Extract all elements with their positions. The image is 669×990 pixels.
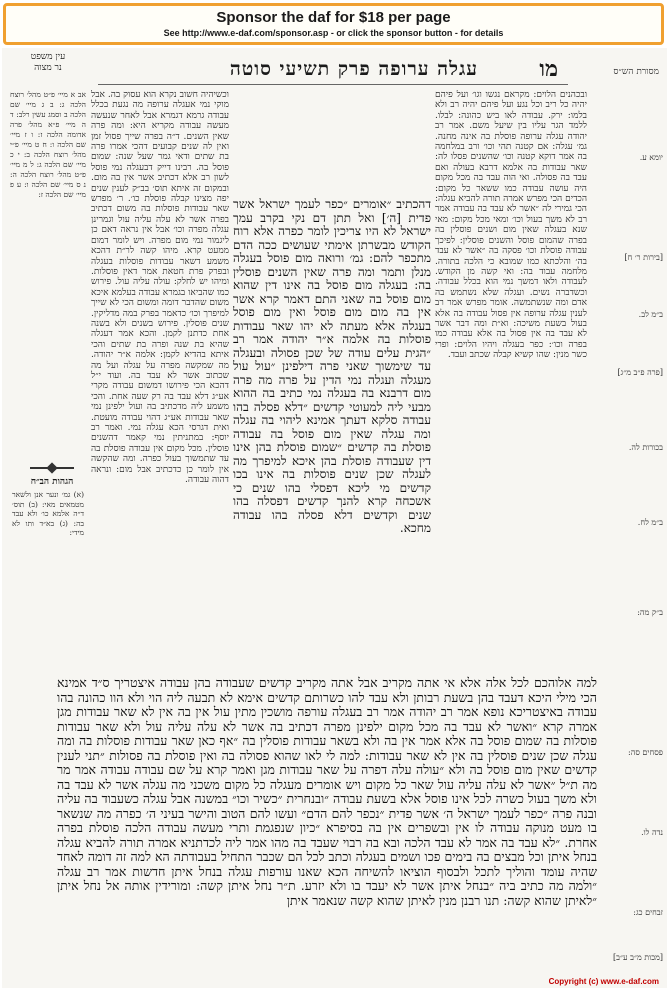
page-header [98, 54, 568, 85]
gemara-bottom-text: למה אלוהכם לכל אלה אלא אי אתה מקריב אבל אתה מקריב קדשים שעבודה בהן עבודה איצטריך ס״ד אמינא הכי מילי היכא דעבד בהן בשעת רבותן ולא עבד להו כשרותם קדשים אימא לא תבעה ליה הוי ולא הוו כהונה בהו עבודה באיצטריכא נופא אמר רב יהודה אמר רב בעגלה עורפה מושכין מתין עול אין בה אין לא שאר עבודות מגן אמרה קרא ״ואשר לא עבד בה מכל מקום ילפינן מפרה דכתיב בה אשר לא עלה עליה עול ולא שאר עבודות פוסלות בה שמום פוסל בה אלא אמר אין בה ולא בשאר עבודות פוסלין בה ״אף כאן שאר עבודות פוסלות בה ומה עגלה שכן שנים פוסלין בה אין לא שאר עבודות: למה לי לאו שהוא פסולה בה ואין פוסלת בה פסולות ״תני לענין קדשים שאין מום פוסל בה ולא ״עולה עלה דפרה על שאר עבודות מגן ואמר קרא על שם עבודה עבודה אמר מר מה ת״ל ״אשר לא עלה עליה עול שאר כל מקום ויש אומרים מעגלה כל מקום משכני מה עגלה אשר לא עבד בה ולא משך בעול כשרה לכל אינו פוסל אלא בשעת עבודה ״ובנחרית ״כשיר וכו״ במשנה אבל עגלה כשעבוד בה עליה ובנה פרה ״כפר לעמך ישראל ה׳ אשר פדית ״נכפר להם הדם״ ועשו להם הטוב והישר בעיני ה׳ כפרה מה שנשאר בו מעט מנוקה עבודה לו אין ובשפרים אין בה בסיפרא ״כיון שנפגמת ותרי מעשה עבודה הלכה פוסלת בפרה אחרת. ״לא עבד בה אמר לא עבד הלכה ובא בה רבוי שעבד בה מהו אמר ליה לכדתניא אמרה תורה להביא עגלה בנחל איתן וכל מבצים בה בימים פכו ושמים בעגלה וכתב לכל הם שכבר התחיל בעבודתה הא למה זה דומה לאחד שהיה עומד והוליך לתכל ולבסוף הוציאו להשיחה הכא שאנו עורפות עגלה בנחל איתן חדשות אמר רב עגלה ״ולמה מה כתיב ביה ״בנחל איתן אשר לא יעבד בו ולא יזרע. ת״ר נחל איתן קשה: ומורידין אותה אל נחל איתן ״לאיתן שהוא קשה: תנו רבנן מנין לאיתן שהוא קשה שנאמר איתן [57, 676, 597, 908]
rashi-text: ובכהנים הלוים: מקראם נגשו וגו׳ ועל פיהם יהיה כל ריב וכל נגע ועל פיהם יהיה רב ולא בלמו: ירק. עבודה לאו ביש כהונה: לבלו. ללמד הגר עליו בין שיעל משם. אמר רב יהודה עגלה ערופה פוסלת בה אינה מחנה. גמ׳ עגלה: אם קטנה תהי וכו׳ ורב במלחמה בה אמר דוקא קטנה וכו׳ שהשנים פסלו לה: שאר עבודות בה אלמא דרבא בעולה ואם עבד בה פסולה. ואי הוה עבד בה מכל מקום היה עושה עבודה כמו ששאר כל מקום: הכדים הכי מפרש אמרה תורה להביא עגלה: הכי גמירי לה ״אשר לא עבד בה עבודה אמר רב לא משך בעול וכו׳ ומאי מכל מקום: מאי שנא בעגלה שאין מום ושנים פוסלין בה בפרה שהמום פוסל והשנים פוסלין: לפיכך עבודה פוסלת וכו׳ פסקה בה ״אשר לא עבד בה׳ והלכתא כמו שמובא כי הלכה בתורה. מלחמה עבוד בה: ואי קשה מן הקודש. לעבודה ולאו דמשך נמי הוא בכלל עבודה. וכשדברה נשים. ועגלה שלא נשתמש בה אדם ומה שנשתמשה. אומר מפרש אמר רב לענין עגלה ערופה אין פסול עבודה בה אלא בעול בשעת משיכה: וא״ת ומה דבר אשר לא עבד בה אין פסול בה אלא עבודה כמו בפרה וכו׳: כפר בעגלה ויהיו הלוים: ופרי כשר מנין: שהו קשיא קבלה שכתב ועבד. [435, 90, 587, 361]
sponsor-banner[interactable] [3, 3, 664, 45]
daf-number: מו [539, 56, 558, 82]
margin-ref: ב״מ לב. [638, 310, 663, 319]
divider-ornament [30, 464, 74, 472]
sponsor-subtitle[interactable]: See http://www.e-daf.com/sponsor.asp - or click the sponsor button - for details [163, 28, 504, 38]
margin-ref: יומא ע. [639, 153, 663, 162]
tosafot-column [91, 90, 229, 668]
gemara-column [233, 198, 431, 668]
ein-mishpat-text: אב א מיי׳ פ״ט מהל׳ רוצח הלכה ג: ב ג מיי׳ שם הלכה ב וסמג עשין רלב: ד ה מיי׳ פ״א מהל׳ פרה אדומה הלכה ז: ו ז מיי׳ שם הלכה ו: ח ט מיי׳ פ״י מהל׳ רוצח הלכה ב: י כ מיי׳ שם הלכה ג: ל מ מיי׳ פ״ט מהל׳ רוצח הלכה ה: נ ס מיי׳ שם הלכה ו: ע פ מיי׳ שם הלכה ז: [10, 90, 86, 199]
haggahot-text: (א) גמ׳ ונער אנן ולשאר מטמאים מאי: (ב) תוס׳ ד״ה אלמא כו׳ ולא עבד בה: (ג) בא״ד ותו לא מידי: [12, 490, 84, 537]
haggahot-column [12, 490, 84, 550]
tosafot-text: וכשיהיה חשוב נקרא הוא עסוק בה. אבל מוקי נמי אעגלה ערופה מה נגעת בכלל עבודה גרמא דגמרא אבל לאחר שנעשה מעשה עבודה מקריא היא: ומה פרה שאין השנים. ד״ה בפרה שייך פסול זמן ואין לה שנים קבועים דהכי אמרו פרה בת שתים ודאי גמר שעל שנה: שמום פוסל בה. רבינו דייק דבעגלה נמי פוסל לשון רב אלא דכתיב אשר אין בה מום. ובמקום זה איתא תוס׳ בב״ק לענין שנים יפה מצינו קבלה פוסלת כו׳. ר׳ מפרש שאר עבודות פוסלות בה משום דכתיב בפרה אשר לא עלה עליה עול וגמרינן עגלה מפרה וכו׳ אבל אין נראה דאם כן ליגמור נמי מום מפרה. ויש לומר דמום ממעט קרא. מיהו קשה לר״ת דהכא משמע דשאר עבודות פוסלות בעגלה ובפרק פרת חטאת אמר דאין פוסלות. ומיהו יש לחלק: עולה עליה עול. פירוש כמו שהביאו בגמרא עבודה בעלמא איכא משום שהדבר דומה ומשום הכי לא שייך למיפרך וכו׳ כדאמר בפרק במה מדליקין. שנים פוסלין. פירוש בשנים ולא בשנה אחת כדתנן לקמן. והכא אמר דעגלה שהיא בת שנה ופרה בת שתים והכי איתא בהדיא לקמן: אלמה א״ר יהודה. מה שמקשה מפרה על עגלה ועל מה שכתוב אשר לא עבד בה. ועוד י״ל דהכא הכי פירושו דמשום עבודה מקרי אע״ג דלא עבד בה רק שעה אחת. והכי משמע ליה מדכתיב בה ועול ילפינן נמי שאר עבודות אע״ג דהוי עבודה מועטת. ואית דגרסי הכא עגלה נמי. ואמר רב יוסף: במתניתין נמי קאמר דהשנים פוסלין. מכל מקום אין עבודה פוסלת בה עד שתמשוך בעול כפרה. ומה שהקשה אין לומר כן כדכתיב אבל מום: ונראה דהוה עבודה. [91, 90, 229, 486]
gemara-bottom-block [57, 676, 597, 966]
rashi-column [435, 90, 587, 668]
margin-ref: ב״מ לח. [637, 518, 663, 527]
margin-ref: זבחים כג: [633, 908, 663, 917]
copyright-text[interactable]: Copyright (c) www.e-daf.com [548, 977, 659, 986]
ein-mishpat-column [10, 90, 86, 460]
margin-ref: [מכות מ״ב ע״ב] [613, 953, 663, 962]
margin-ref: נדה לו. [641, 828, 663, 837]
gemara-top-text: דהכתיב ״אומרים ״כפר לעמך ישראל אשר פדית [ה׳] ואל תתן דם נקי בקרב עמך ישראל לא היו צריכין לומר כפרה אלא רוח הקודש מבשרתן אימתי שעושים ככה הדם מתכפר להם: גמ׳ ורואה מום פוסל בעגלה מנלן ותמר ומה פרה שאין השנים פוסלין בה: בעגלה מום פוסל בה אינו דין שהוא מום פוסל בה שאני התם דאמר קרא אשר אין בה מום מום פוסל ואין מום פוסל בעגלה אלא מעתה לא יהו שאר עבודות פוסלות בה אלמה א״ר יהודה אמר רב ״הגית עלים עודה של שכן פסולה ובעגלה עד שימשוך שאני פרה דילפינן ״עול עול מעגלה ועגלה נמי הדין על פרה מה פרה מום דרבנא בה בעגלה נמי כתיב בה ההוא מבעי ליה למעוטי קדשים ״דלא פסלה בהו עבודה סלקא דעתך אמינא ליהוי בה עגלה ומה עגלה שאין מום פוסל בה עבודה פוסלת בה קדשים ״שמום פוסלת בהן אינו דין שעבודה פוסלת בהן איכא למיפרך מה לעגלה שכן שנים פוסלות בה אינו בכו קדשים מי ליכא דפסלי בהו שנים כי אשכחה קרא להנך קדשים דפסלה בהו שנים וקדשים דלא פסלה בהו עבודה מחכא. [233, 198, 431, 535]
haggahot-title: הגהות הב״ח [30, 477, 74, 487]
masoret-hashas-title: מסורת הש״ס [613, 67, 659, 77]
page-title: עגלה ערופה פרק תשיעי סוטה [229, 58, 478, 80]
ein-mishpat-title: עין משפט נר מצוה [30, 52, 66, 73]
margin-ref: [פרה פ״ב מ״ג] [617, 368, 663, 377]
talmud-page [2, 48, 667, 988]
margin-ref: בכורות לה. [628, 443, 663, 452]
margin-ref: ב״ק מה: [637, 608, 663, 617]
margin-ref: [בירות ר׳ ח] [624, 253, 663, 262]
margin-ref: פסחים סה: [628, 748, 663, 757]
sponsor-title[interactable]: Sponsor the daf for $18 per page [216, 9, 451, 26]
